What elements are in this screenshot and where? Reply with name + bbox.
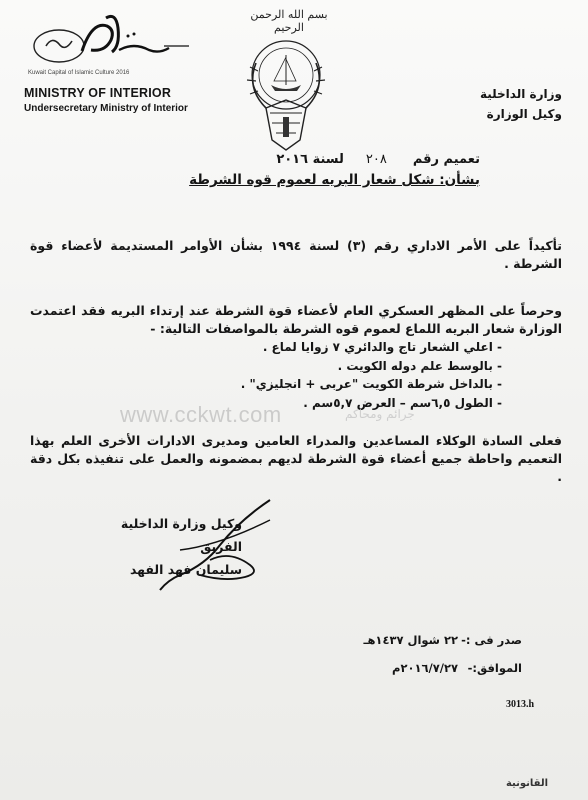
spec-item: - الطول ٦,٥سم – العرض ٥,٧سم . — [241, 394, 502, 413]
logo-caption: Kuwait Capital of Islamic Culture 2016 — [28, 70, 130, 76]
kuwait-culture-logo — [24, 6, 194, 76]
issued-hijri: ٢٢ شوال ١٤٣٧هـ — [363, 633, 458, 647]
ministry-name-ar — [480, 84, 562, 124]
paragraph-1: تأكيداً على الأمر الاداري رقم (٣) لسنة ١٩٩٤ بشأن الأوامر المستديمة لأعضاء قوة الشرطة . — [30, 238, 562, 271]
paragraph-3: فعلى السادة الوكلاء المساعدين والمدراء العامين ومديرى الادارات الأخرى العلم بهذا التعميم واحاطة جميع أعضاء قوة الشرطة لديهم بمضمونه والعمل على تنفيذه بكل دقة . — [30, 433, 562, 484]
watermark-site: www.cckwt.com — [120, 402, 282, 427]
undersecretary-en: Undersecretary Ministry of Interior — [24, 103, 188, 114]
circular-number-line — [276, 152, 480, 167]
ministry-name-en: MINISTRY OF INTERIOR — [24, 86, 172, 100]
spec-item: - بالداخل شرطة الكويت "عربى + انجليزي" . — [241, 375, 502, 394]
undersecretary-ar-line: وكيل الوزارة — [486, 107, 562, 121]
issued-date-line — [364, 633, 522, 647]
agreed-date-line — [392, 661, 522, 675]
spec-list — [241, 338, 502, 412]
footer-department: القانونية — [505, 778, 548, 789]
circular-label: تعميم رقم — [412, 152, 480, 167]
watermark-arabic: جرائم ومحاكم — [345, 407, 415, 421]
circular-number: ٢٠٨ — [365, 152, 387, 167]
signature-title: وكيل وزارة الداخلية — [120, 516, 242, 531]
circular-year: لسنة ٢٠١٦ — [276, 152, 344, 167]
handwritten-signature — [150, 490, 300, 600]
subject-line: بشأن: شكل شعار البريه لعموم قوه الشرطة — [189, 172, 480, 188]
reference-code: 3013.h — [505, 699, 534, 710]
ministry-ar-line: وزارة الداخلية — [479, 87, 562, 101]
agreed-label: الموافق:- — [467, 661, 522, 675]
spec-item: - اعلي الشعار تاج والدائري ٧ زوايا لماع . — [241, 338, 502, 357]
spec-item: - بالوسط علم دوله الكويت . — [241, 357, 502, 376]
issued-gregorian: ٢٠١٦/٧/٢٧م — [392, 661, 458, 675]
basmala: بسم الله الرحمن الرحيم — [250, 8, 328, 34]
signature-name: سليمان فهد الفهد — [129, 562, 242, 577]
signature-rank: الفريق — [200, 539, 242, 554]
kuwait-emblem — [246, 33, 326, 153]
issued-label: صدر فى :- — [461, 633, 522, 647]
paragraph-2: وحرصاً على المظهر العسكري العام لأعضاء قوة الشرطة عند إرتداء البريه فقد اعتمدت الوزارة شعار البريه اللماع لعموم قوه الشرطة بالمواصفات التالية: - — [30, 303, 562, 336]
